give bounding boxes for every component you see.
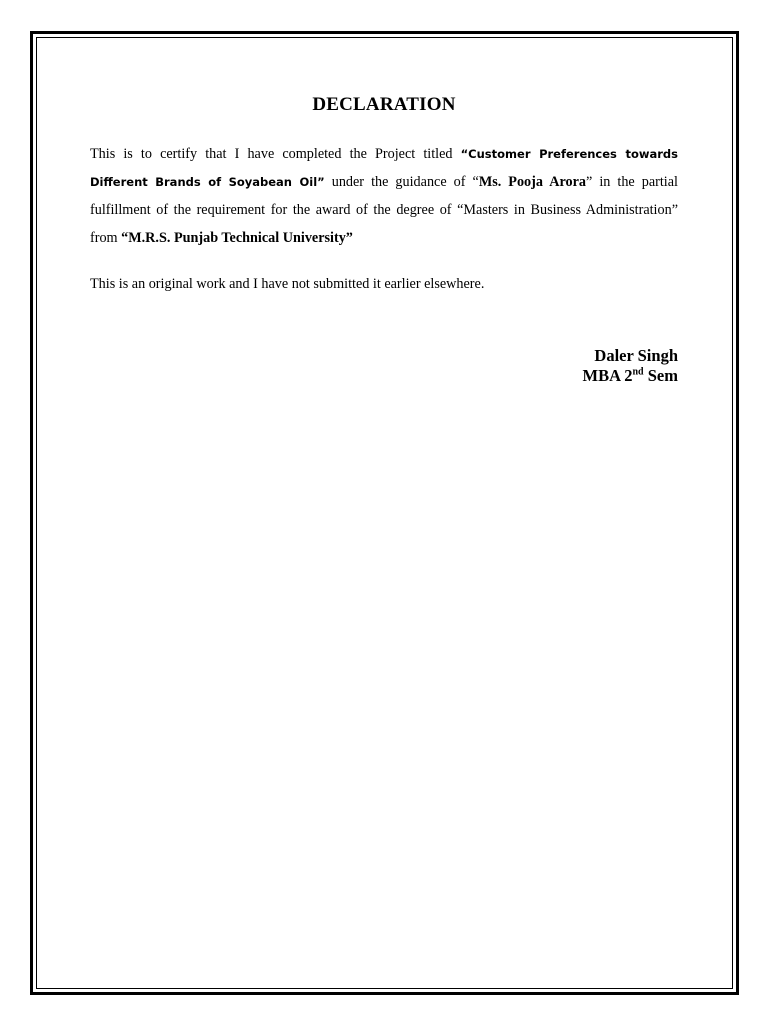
project-title: “Customer Preferences towards Different Brands of Soyabean Oil” bbox=[90, 147, 678, 189]
signature-program bbox=[583, 366, 678, 386]
originality-statement: This is an original work and I have not submitted it earlier elsewhere. bbox=[90, 276, 485, 292]
signature-name: Daler Singh bbox=[594, 346, 678, 365]
paragraph-text-1: This is to certify that I have completed the Project titled bbox=[90, 146, 461, 162]
program-superscript: nd bbox=[632, 366, 644, 378]
declaration-paragraph bbox=[90, 140, 678, 252]
program-suffix: Sem bbox=[643, 366, 678, 385]
paragraph-text-2: under the guidance of “ bbox=[324, 174, 479, 190]
signature-block bbox=[583, 346, 678, 386]
university-name: “M.R.S. Punjab Technical University” bbox=[121, 230, 353, 246]
program-prefix: MBA 2 bbox=[582, 366, 633, 385]
document-title: DECLARATION bbox=[312, 94, 456, 115]
paragraph-text-3: ” in the partial fulfillment of the requirement for the award of the degree of “Masters in Business Administration” from bbox=[90, 174, 678, 246]
guide-name: Ms. Pooja Arora bbox=[478, 174, 586, 190]
